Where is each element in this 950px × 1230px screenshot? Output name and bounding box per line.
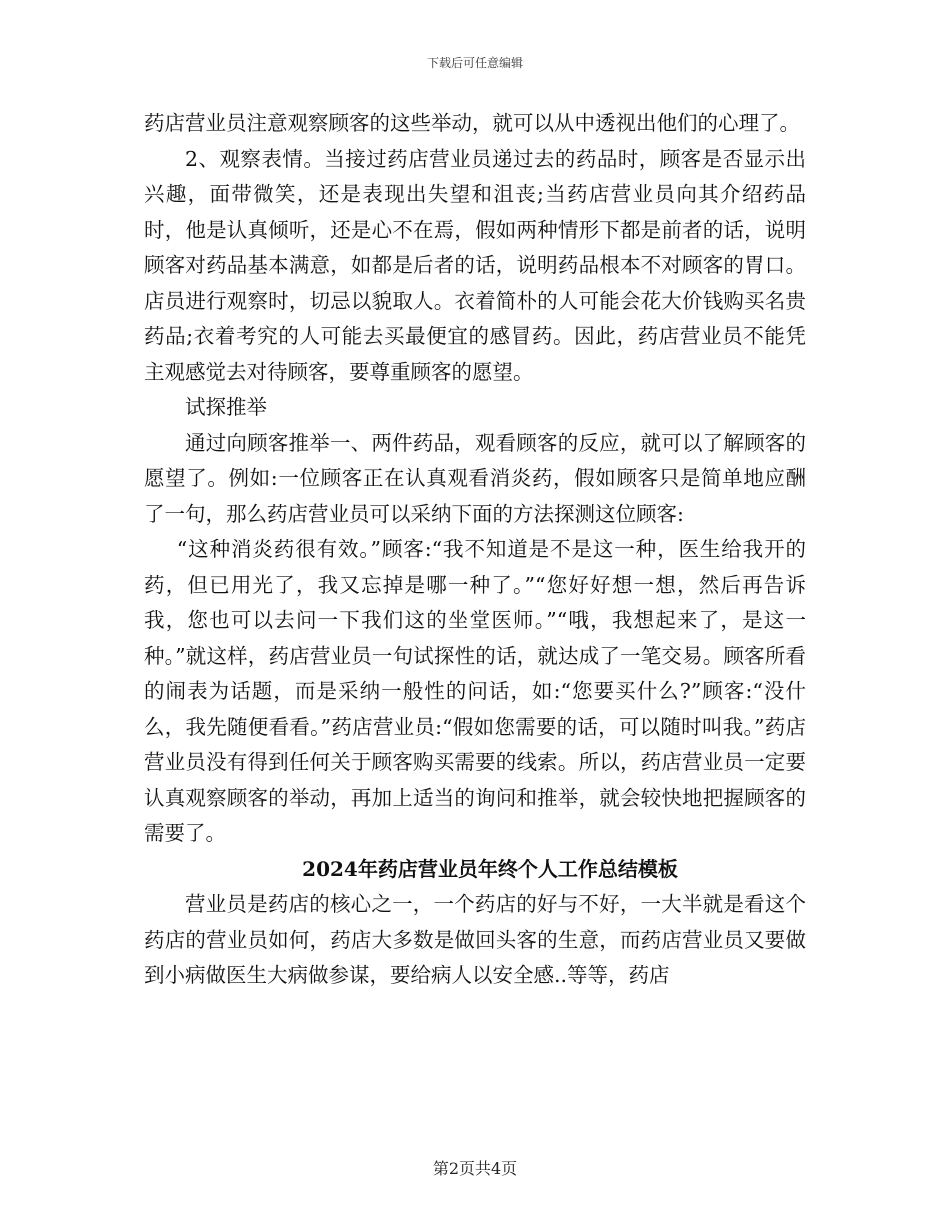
page-footer: 第2页共4页	[432, 1159, 518, 1178]
page-header: 下载后可任意编辑	[426, 56, 523, 70]
paragraph-observe-actions: 药店营业员注意观察顾客的这些举动，就可以从中透视出他们的心理了。	[144, 111, 800, 135]
paragraph-trial-recommend: 通过向顾客推举一、两件药品，观看顾客的反应，就可以了解顾客的愿望了。例如:一位顾客正在认真观看消炎药，假如顾客只是简单地应酬了一句，那么药店营业员可以采纳下面的方法探测这位顾客:	[144, 430, 806, 526]
subheading-trial-recommend: 试探推举	[185, 395, 267, 419]
document-body	[144, 106, 806, 994]
paragraph-dialogue-example: “这种消炎药很有效。”顾客:“我不知道是不是这一种，医生给我开的药，但已用光了，我又忘掉是哪一种了。”“您好好想一想，然后再告诉我，您也可以去问一下我们这的坐堂医师。”“哦，我想起来了，是这一种。”就这样，药店营业员一句试探性的话，就达成了一笔交易。顾客所看的闹表为话题，而是采纳一般性的问话，如:“您要买什么?”顾客:“没什么，我先随便看看。”药店营业员:“假如您需要的话，可以随时叫我。”药店营业员没有得到任何关于顾客购买需要的线索。所以，药店营业员一定要认真观察顾客的举动，再加上适当的询问和推举，就会较快地把握顾客的需要了。	[144, 537, 806, 845]
paragraph-observe-expression: 2、观察表情。当接过药店营业员递过去的药品时，顾客是否显示出兴趣，面带微笑，还是表现出失望和沮丧;当药店营业员向其介绍药品时，他是认真倾听，还是心不在焉，假如两种情形下都是前者的话，说明顾客对药品基本满意，如都是后者的话，说明药品根本不对顾客的胃口。店员进行观察时，切忌以貌取人。衣着简朴的人可能会花大价钱购买名贵药品;衣着考究的人可能去买最便宜的感冒药。因此，药店营业员不能凭主观感觉去对待顾客，要尊重顾客的愿望。	[144, 146, 806, 384]
paragraph-section-intro: 营业员是药店的核心之一，一个药店的好与不好，一大半就是看这个药店的营业员如何，药店大多数是做回头客的生意，而药店营业员又要做到小病做医生大病做参谋，要给病人以安全感..等等，药店	[144, 892, 806, 987]
section-title: 2024年药店营业员年终个人工作总结模板	[302, 856, 678, 881]
